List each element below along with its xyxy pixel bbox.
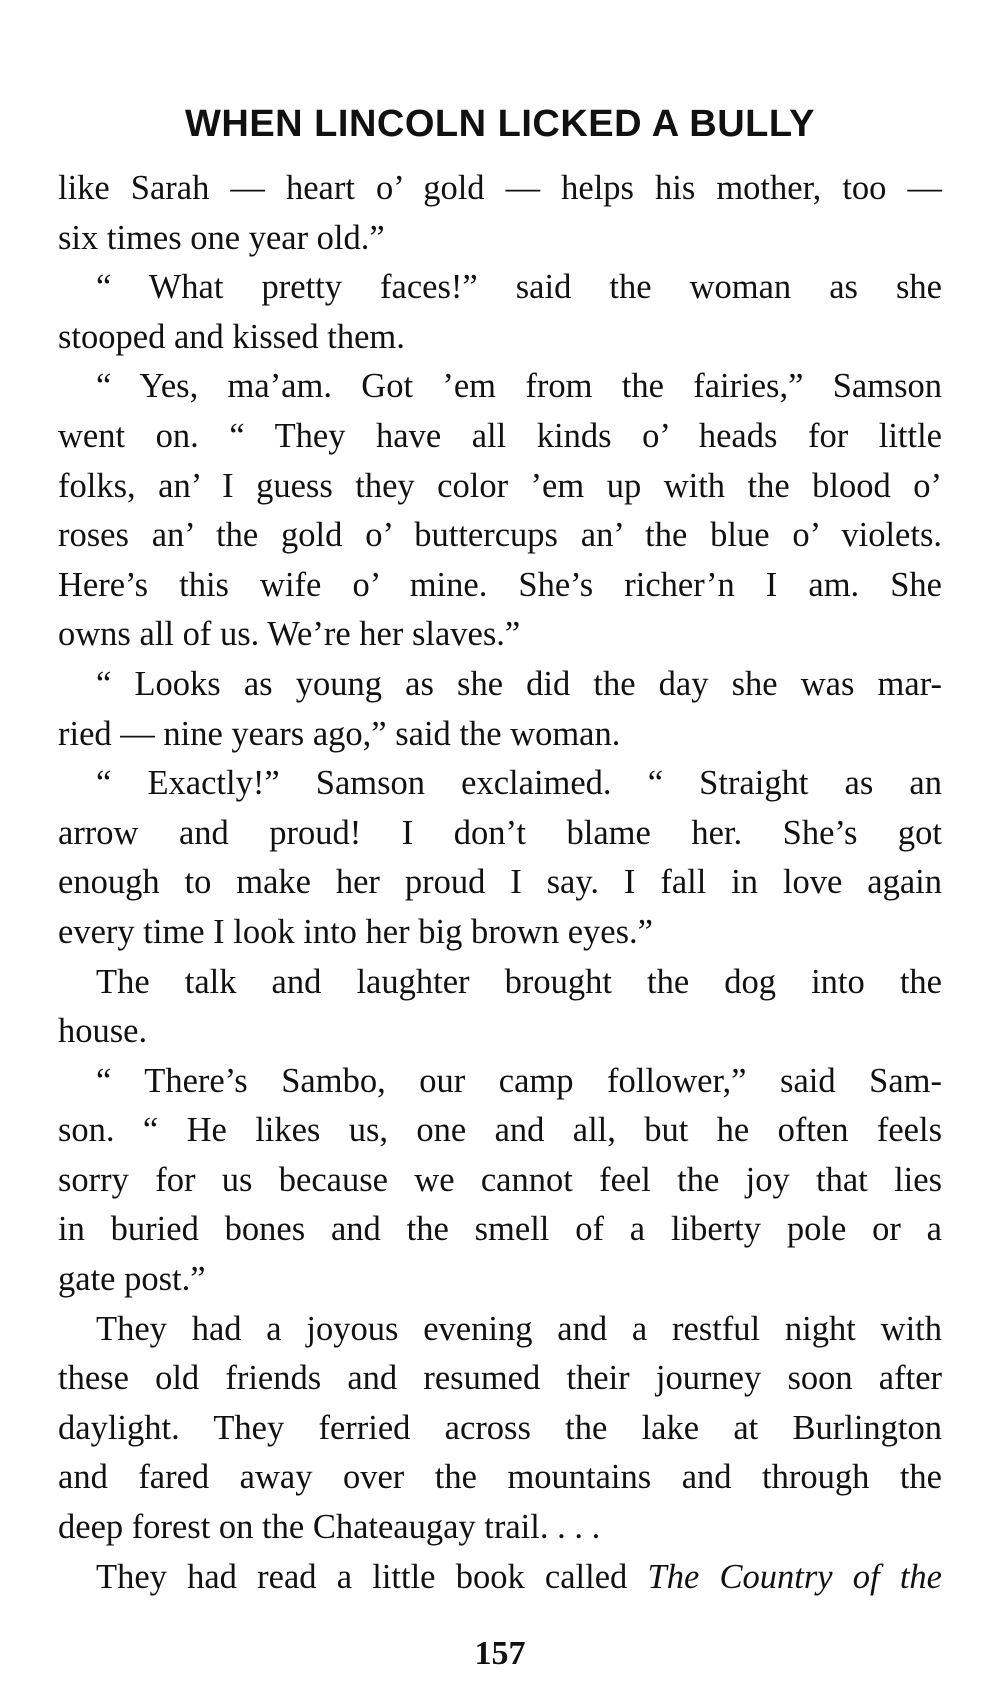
page-number: 157: [474, 1635, 526, 1672]
text-line: “ What pretty faces!” said the woman as she: [96, 268, 942, 307]
text-line-final: [58, 1553, 942, 1603]
text-line: “ Exactly!” Samson exclaimed. “ Straight as an: [96, 764, 942, 803]
text-line: in buried bones and the smell of a liberty pole or a: [58, 1210, 942, 1249]
body-text: [58, 164, 942, 1602]
text-line: “ Looks as young as she did the day she was mar-: [96, 664, 942, 703]
text-line: arrow and proud! I don’t blame her. She’s got: [58, 813, 942, 852]
text-line: folks, an’ I guess they color ’em up with the blood o’: [58, 466, 942, 505]
text-line: owns all of us. We’re her slaves.”: [58, 615, 521, 654]
text-line: “ Yes, ma’am. Got ’em from the fairies,” Samson: [96, 367, 942, 406]
text-line: roses an’ the gold o’ buttercups an’ the blue o’ violets.: [58, 516, 942, 555]
final-line-italic: The Country of the: [647, 1557, 942, 1596]
text-line: house.: [58, 1012, 148, 1051]
text-line: gate post.”: [58, 1260, 206, 1299]
text-line: went on. “ They have all kinds o’ heads for little: [58, 416, 942, 455]
text-line: They had a joyous evening and a restful night with: [96, 1309, 942, 1348]
text-line: every time I look into her big brown eyes.”: [58, 912, 653, 951]
text-line: six times one year old.”: [58, 218, 385, 257]
text-line: son. “ He likes us, one and all, but he often feels: [58, 1111, 942, 1150]
text-line: like Sarah — heart o’ gold — helps his mother, too —: [58, 169, 942, 207]
text-line: deep forest on the Chateaugay trail. . . .: [58, 1508, 601, 1547]
text-line: sorry for us because we cannot feel the joy that lies: [58, 1160, 942, 1199]
text-line: ried — nine years ago,” said the woman.: [58, 714, 621, 753]
text-line: “ There’s Sambo, our camp follower,” said Sam-: [96, 1061, 942, 1100]
running-head: WHEN LINCOLN LICKED A BULLY: [185, 103, 815, 145]
text-line: and fared away over the mountains and through the: [58, 1458, 942, 1497]
text-line: stooped and kissed them.: [58, 317, 405, 356]
final-line-prefix: They had read a little book called: [96, 1557, 648, 1596]
text-line: Here’s this wife o’ mine. She’s richer’n I am. She: [58, 565, 942, 604]
text-line: The talk and laughter brought the dog into the: [96, 962, 942, 1001]
text-line: daylight. They ferried across the lake at Burlington: [58, 1408, 942, 1447]
text-line: these old friends and resumed their journey soon after: [58, 1359, 942, 1398]
text-line: enough to make her proud I say. I fall in love again: [58, 863, 942, 902]
